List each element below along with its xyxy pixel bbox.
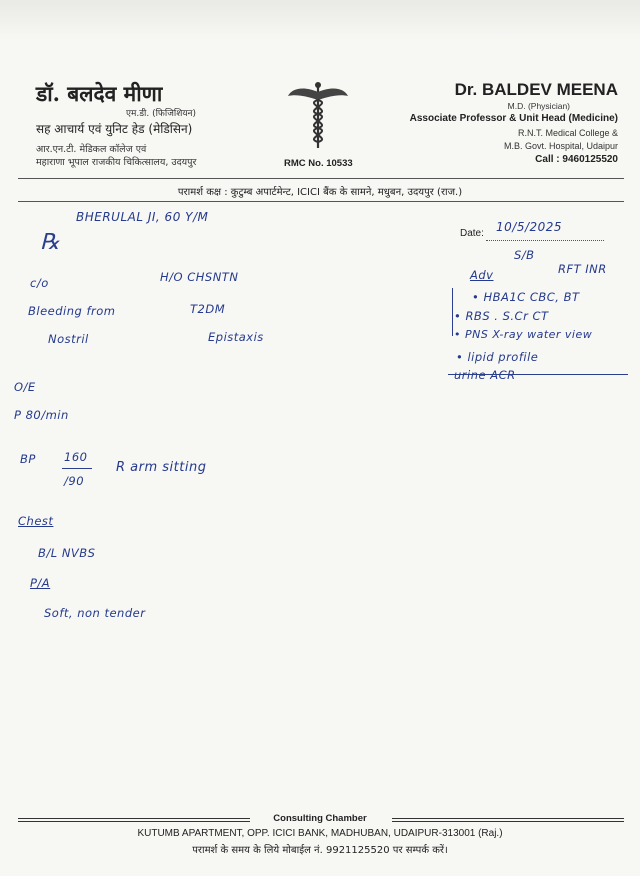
exam-pa-label: P/A [30,576,51,590]
complaint-nostril: Nostril [48,332,89,346]
caduceus-icon [286,80,350,150]
header-divider-top [18,178,624,179]
inv-lipid: • lipid profile [456,350,539,364]
inv-hba1c: • HBA1C CBC, BT [472,290,580,304]
history-htn: H/O CHSNTN [160,270,239,284]
complaint-co: c/o [30,276,49,290]
inv-pns: • PNS X-ray water view [454,328,593,341]
doctor-title-hindi: सह आचार्य एवं युनिट हेड (मेडिसिन) [36,122,193,136]
advice-label: Adv [470,268,494,282]
date-line [486,240,604,241]
college-hindi: आर.एन.टी. मेडिकल कॉलेज एवं [36,144,147,155]
doctor-name-english: Dr. BALDEV MEENA [454,80,618,99]
patient-line: BHERULAL JI, 60 Y/M [76,210,209,224]
inv-rbs: • RBS . S.Cr CT [454,309,549,323]
rx-symbol: ℞ [40,230,61,255]
exam-pulse: P 80/min [14,408,69,422]
exam-chest-finding: B/L NVBS [38,546,96,560]
date-label: Date: [460,228,484,239]
header-divider-bottom [18,201,624,202]
complaint-bleeding: Bleeding from [28,304,116,318]
exam-bp-systolic: 160 [64,450,88,464]
diagnosis-epistaxis: Epistaxis [208,330,264,344]
doctor-degree-hindi: एम.डी. (फिजिशियन) [126,109,197,119]
call-number: Call : 9460125520 [535,154,618,165]
date-value: 10/5/2025 [496,220,563,234]
footer-address: KUTUMB APARTMENT, OPP. ICICI BANK, MADHUBAN, UDAIPUR-313001 (Raj.) [137,828,503,839]
doctor-name-hindi: डॉ. बलदेव मीणा [36,81,163,106]
exam-oe: O/E [14,380,36,394]
sbr-note: S/B [514,248,535,262]
history-t2dm: T2DM [190,302,226,316]
exam-chest-label: Chest [18,514,54,528]
hospital-english: M.B. Govt. Hospital, Udaipur [503,141,618,151]
hospital-hindi: महाराणा भूपाल राजकीय चिकित्सालय, उदयपुर [36,157,197,168]
exam-bp-diastolic: /90 [64,474,85,488]
doctor-title-english: Associate Professor & Unit Head (Medicine) [409,113,618,124]
footer-note-hindi: परामर्श के समय के लिये मोबाईल नं. 9921125520 पर सम्पर्क करें। [192,845,448,856]
rmc-number: RMC No. 10533 [284,158,353,169]
inv-rft: RFT INR [558,262,607,276]
exam-pa-finding: Soft, non tender [44,606,146,620]
consultation-address-hindi: परामर्श कक्ष : कुटुम्ब अपार्टमेन्ट, ICICI बैंक के सामने, मधुबन, उदयपुर (राज.) [177,187,463,198]
footer-title: Consulting Chamber [273,813,367,824]
exam-bp-note: R arm sitting [116,460,207,475]
scan-top-edge [0,0,640,40]
advice-underline [448,374,628,375]
bp-fraction-line [62,468,92,469]
college-english: R.N.T. Medical College & [517,128,618,138]
advice-bracket [452,288,453,336]
inv-urine-acr: urine ACR [454,368,516,382]
doctor-degree-english: M.D. (Physician) [507,101,570,111]
exam-bp-label: BP [20,452,36,466]
